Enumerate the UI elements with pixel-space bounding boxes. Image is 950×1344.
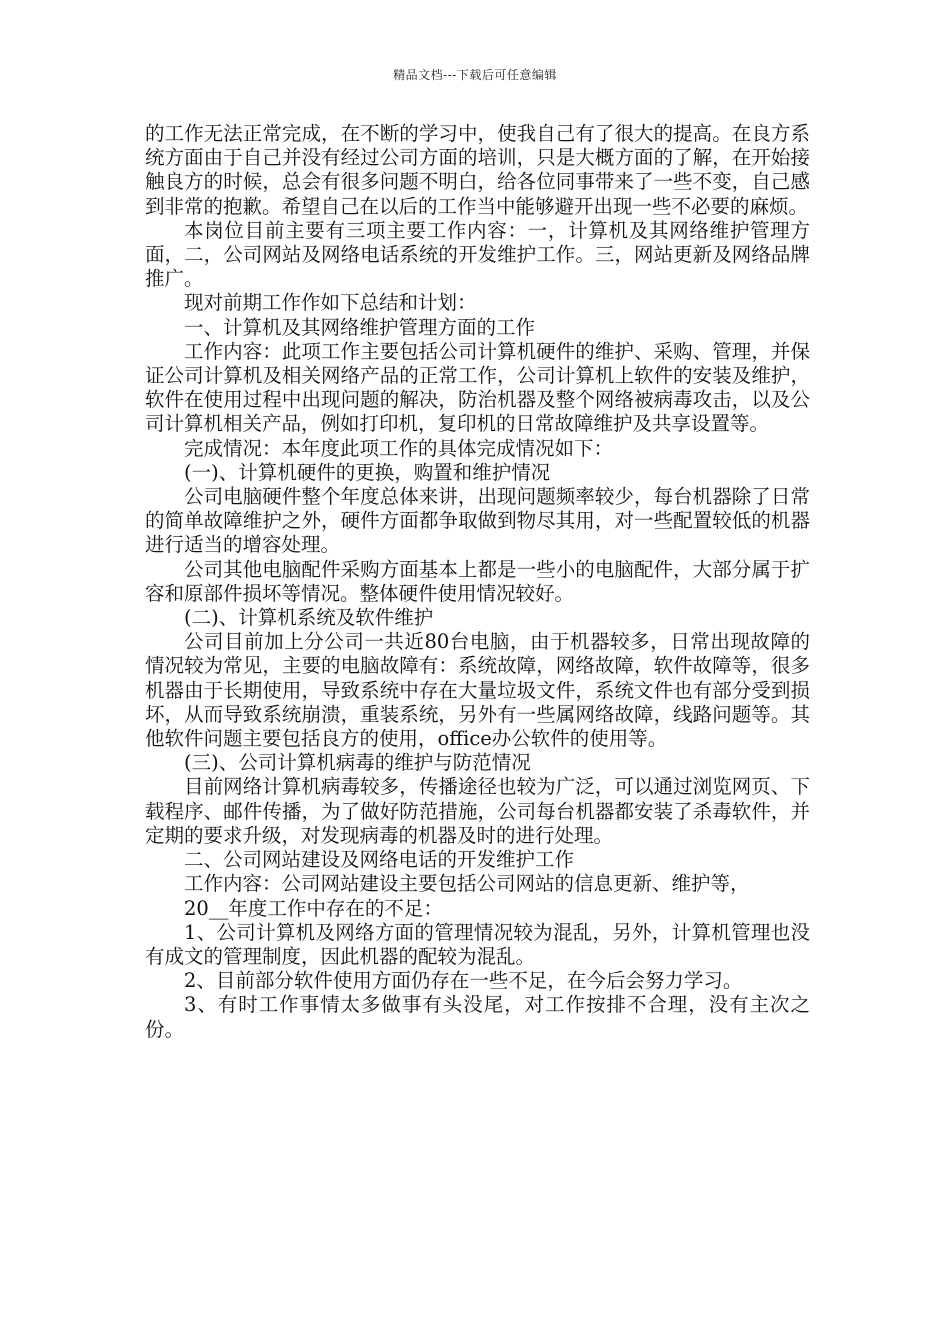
list-item: 2、目前部分软件使用方面仍存在一些不足，在今后会努力学习。 bbox=[184, 969, 743, 993]
paragraph: 20__年度工作中存在的不足： bbox=[184, 896, 443, 920]
subsection-heading: (一)、计算机硬件的更换，购置和维护情况 bbox=[184, 460, 551, 484]
page-header: 精品文档---下载后可任意编辑 bbox=[393, 68, 557, 82]
paragraph: 公司目前加上分公司一共近80台电脑，由于机器较多，日常出现故障的情况较为常见，主要的电脑故障有：系统故障，网络故障，软件故障等，很多机器由于长期使用，导致系统中存在大量垃圾文件，系统文件也有部分受到损坏，从而导致系统崩溃，重装系统，另外有一些属网络故障，线路问题等。其他软件问题主要包括良方的使用，office办公软件的使用等。 bbox=[145, 630, 810, 751]
list-item: 1、公司计算机及网络方面的管理情况较为混乱，另外，计算机管理也没有成文的管理制度，因此机器的配较为混乱。 bbox=[145, 920, 810, 968]
paragraph: 公司其他电脑配件采购方面基本上都是一些小的电脑配件，大部分属于扩容和原部件损坏等情况。整体硬件使用情况较好。 bbox=[145, 557, 810, 605]
paragraph: 的工作无法正常完成，在不断的学习中，使我自己有了很大的提高。在良方系统方面由于自己并没有经过公司方面的培训，只是大概方面的了解，在开始接触良方的时候，总会有很多问题不明白，给各位同事带来了一些不变，自己感到非常的抱歉。希望自己在以后的工作当中能够避开出现一些不必要的麻烦。 bbox=[145, 122, 810, 218]
section-heading: 二、公司网站建设及网络电话的开发维护工作 bbox=[184, 848, 575, 872]
paragraph: 工作内容：此项工作主要包括公司计算机硬件的维护、采购、管理，并保证公司计算机及相关网络产品的正常工作，公司计算机上软件的安装及维护，软件在使用过程中出现问题的解决，防治机器及整个网络被病毒攻击，以及公司计算机相关产品，例如打印机，复印机的日常故障维护及共享设置等。 bbox=[145, 339, 810, 436]
subsection-heading: (二)、计算机系统及软件维护 bbox=[184, 606, 434, 630]
paragraph: 本岗位目前主要有三项主要工作内容：一，计算机及其网络维护管理方面，二，公司网站及网络电话系统的开发维护工作。三，网站更新及网络品牌推广。 bbox=[145, 218, 810, 291]
paragraph: 现对前期工作作如下总结和计划： bbox=[184, 291, 477, 315]
section-heading: 一、计算机及其网络维护管理方面的工作 bbox=[184, 315, 536, 339]
document-body bbox=[145, 122, 810, 1042]
paragraph: 公司电脑硬件整个年度总体来讲，出现问题频率较少，每台机器除了日常的简单故障维护之外，硬件方面都争取做到物尽其用，对一些配置较低的机器进行适当的增容处理。 bbox=[145, 485, 810, 557]
paragraph: 目前网络计算机病毒较多，传播途径也较为广泛，可以通过浏览网页、下载程序、邮件传播，为了做好防范措施，公司每台机器都安装了杀毒软件，并定期的要求升级，对发现病毒的机器及时的进行处理。 bbox=[145, 775, 810, 847]
paragraph: 工作内容：公司网站建设主要包括公司网站的信息更新、维护等， bbox=[184, 872, 750, 896]
list-item: 3、有时工作事情太多做事有头没尾，对工作按排不合理，没有主次之份。 bbox=[145, 993, 810, 1041]
paragraph: 完成情况：本年度此项工作的具体完成情况如下： bbox=[184, 436, 614, 460]
subsection-heading: (三)、公司计算机病毒的维护与防范情况 bbox=[184, 751, 531, 775]
